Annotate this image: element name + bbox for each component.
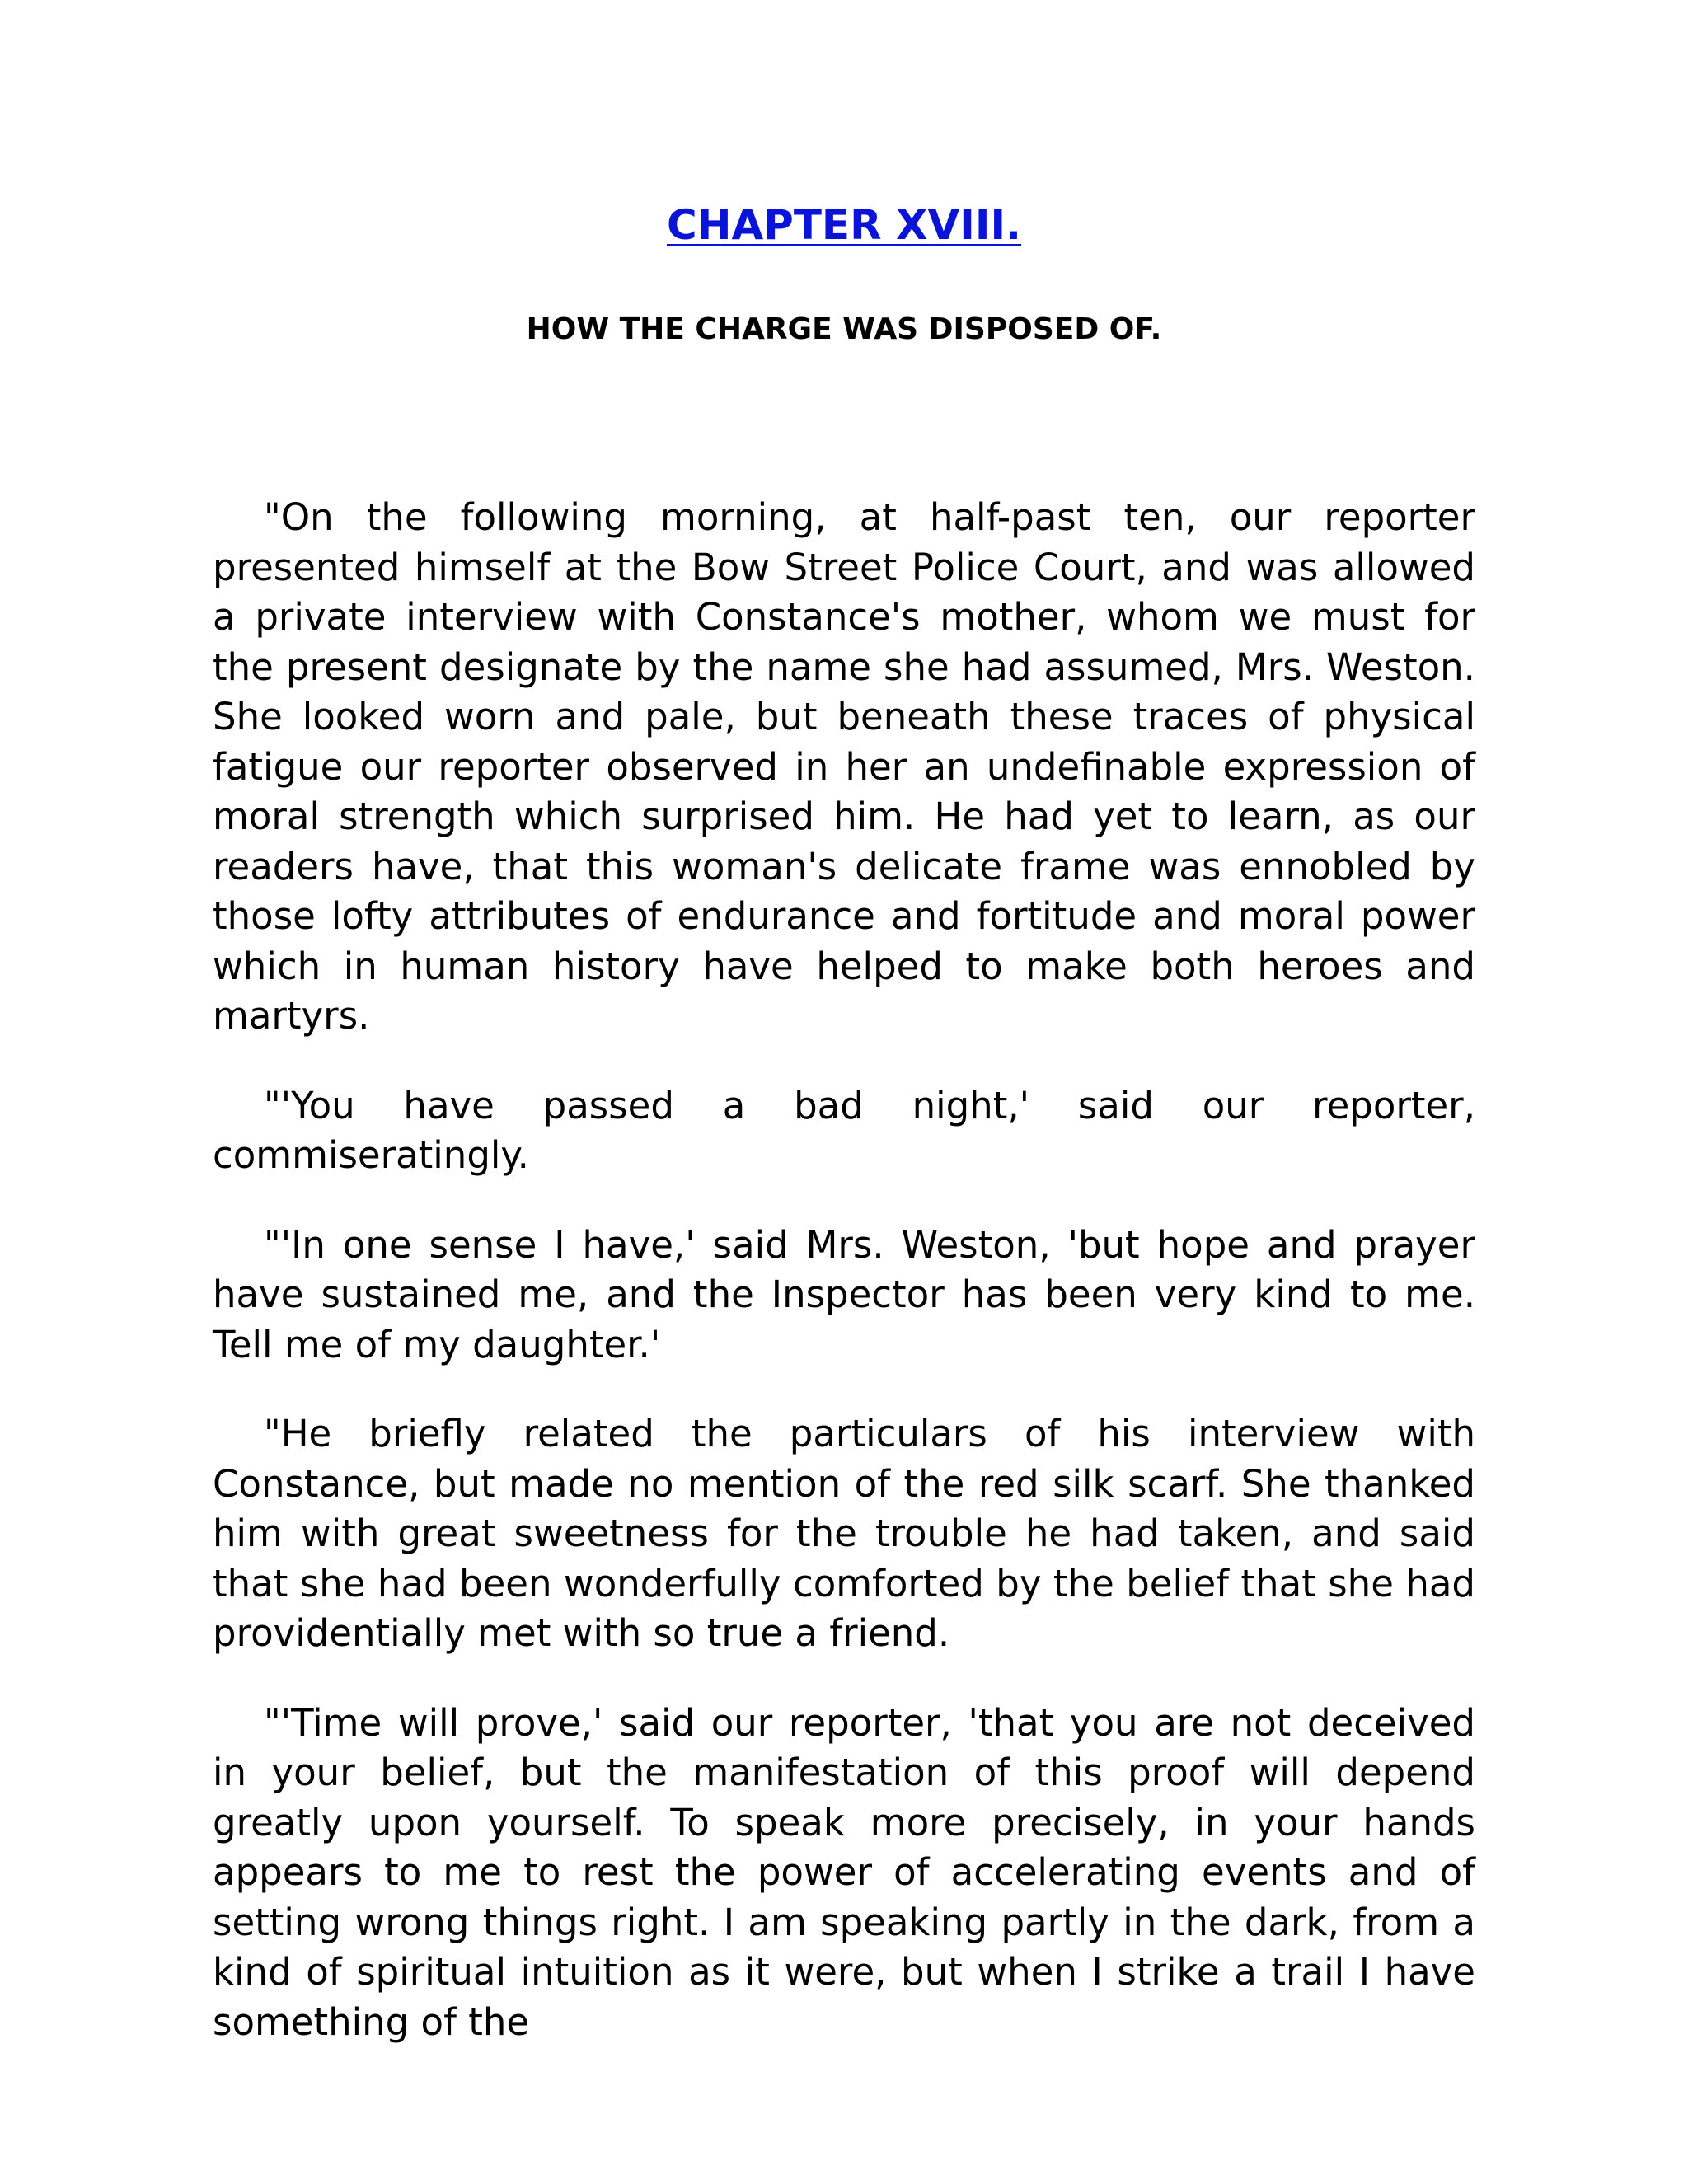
chapter-title-link[interactable]: CHAPTER XVIII.	[666, 201, 1022, 249]
chapter-body	[213, 493, 1475, 2087]
paragraph: "He briefly related the particulars of his interview with Constance, but made no mention of the red silk scarf. She thanked him with great sweetness for the trouble he had taken, and said that she had been wonderfully comforted by the belief that she had providentially met with so true a friend.	[213, 1412, 1475, 1655]
paragraph: "'You have passed a bad night,' said our reporter, commiseratingly.	[213, 1083, 1475, 1177]
paragraph: "On the following morning, at half-past ten, our reporter presented himself at the Bow Street Police Court, and was allowed a private interview with Constance's mother, whom we must for the present designate by the name she had assumed, Mrs. Weston. She looked worn and pale, but beneath these traces of physical fatigue our reporter observed in her an undefinable expression of moral strength which surprised him. He had yet to learn, as our readers have, that this woman's delicate frame was ennobled by those lofty attributes of endurance and fortitude and moral power which in human history have helped to make both heroes and martyrs.	[213, 495, 1475, 1038]
paragraph: "'In one sense I have,' said Mrs. Weston, 'but hope and prayer have sustained me, and the Inspector has been very kind to me. Tell me of my daughter.'	[213, 1222, 1475, 1366]
paragraph: "'Time will prove,' said our reporter, 'that you are not deceived in your belief, but the manifestation of this proof will depend greatly upon yourself. To speak more precisely, in your hands appears to me to rest the power of accelerating events and of setting wrong things right. I am speaking partly in the dark, from a kind of spiritual intuition as it were, but when I strike a trail I have something of the	[213, 1700, 1475, 2044]
chapter-subtitle: HOW THE CHARGE WAS DISPOSED OF.	[526, 312, 1162, 346]
chapter-heading	[213, 196, 1475, 254]
